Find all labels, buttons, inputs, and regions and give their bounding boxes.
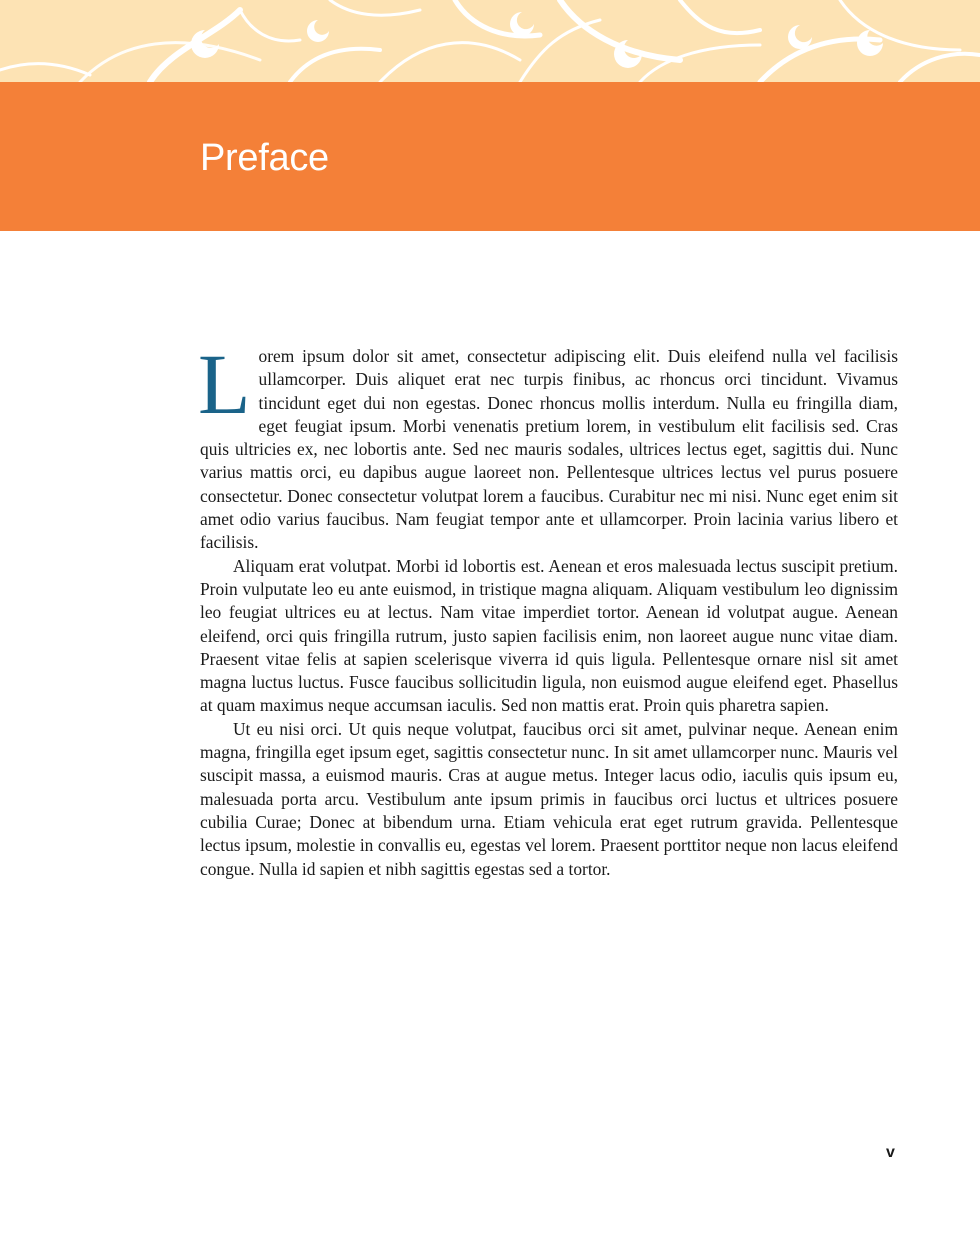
paragraph-1 (198, 336, 898, 555)
drop-cap: L (198, 336, 251, 432)
page-number: v (886, 1144, 895, 1161)
chapter-title-bar (0, 82, 980, 231)
paragraph-2: Aliquam erat volutpat. Morbi id lobortis est. Aenean et eros malesuada lectus suscipit pretium. Proin vulputate leo eu ante euismod, in tristique magna aliquam. Aliquam vestibulum leo dignissim leo feugiat ultrices eu at lectus. Nam vitae imperdiet tortor. Aenean id volutpat augue. Aenean eleifend, orci quis fringilla rutrum, justo sapien facilisis enim, non laoreet augue nunc vitae diam. Praesent vitae felis at sapien scelerisque viverra id quis ligula. Pellentesque ornare nisl sit amet magna luctus luctus. Fusce faucibus sollicitudin ligula, non euismod augue eleifend eget. Phasellus at quam maximus neque accumsan iaculis. Sed non mattis erat. Proin quis pharetra sapien. (200, 555, 898, 716)
paragraph-3: Ut eu nisi orci. Ut quis neque volutpat, faucibus orci sit amet, pulvinar neque. Aenean enim magna, fringilla eget ipsum eget, sagittis consectetur nunc. In sit amet ullamcorper nunc. Mauris vel suscipit massa, a euismod mauris. Cras at augue metus. Integer lacus odio, iaculis quis ipsum eu, malesuada porta arcu. Vestibulum ante ipsum primis in faucibus orci luctus et ultrices posuere cubilia Curae; Donec at bibendum urna. Etiam vehicula erat eget rutrum gravida. Pellentesque lectus ipsum, molestie in convallis eu, egestas vel lorem. Praesent porttitor neque non lacus eleifend congue. Nulla id sapien et nibh sagittis egestas sed a tortor. (200, 718, 898, 879)
paragraph-1-text: orem ipsum dolor sit amet, consectetur adipiscing elit. Duis eleifend nulla vel facilisis ullamcorper. Duis aliquet erat nec turpis finibus, ac rhoncus orci tincidunt. Vivamus tincidunt eget dui non egestas. Donec rhoncus mollis interdum. Nulla eu fringilla diam, eget feugiat ipsum. Morbi venenatis pretium lorem, in vestibulum elit facilisis sed. Cras quis ultricies ex, nec lobortis ante. Sed nec mauris sodales, ultrices lectus eget, sagittis dui. Nunc varius mattis orci, eu dapibus augue laoreet non. Pellentesque ultrices lectus vel purus posuere consectetur. Donec consectetur volutpat lorem a faucibus. Curabitur nec mi nisi. Nunc eget enim sit amet odio varius faucibus. Nam feugiat tempor ante et ullamcorper. Proin lacinia varius libero et facilisis. (200, 346, 898, 553)
preface-body (198, 336, 898, 881)
decorative-header-band (0, 0, 980, 82)
chapter-title: Preface (200, 137, 329, 179)
swirl-ornament-icon (0, 0, 980, 82)
